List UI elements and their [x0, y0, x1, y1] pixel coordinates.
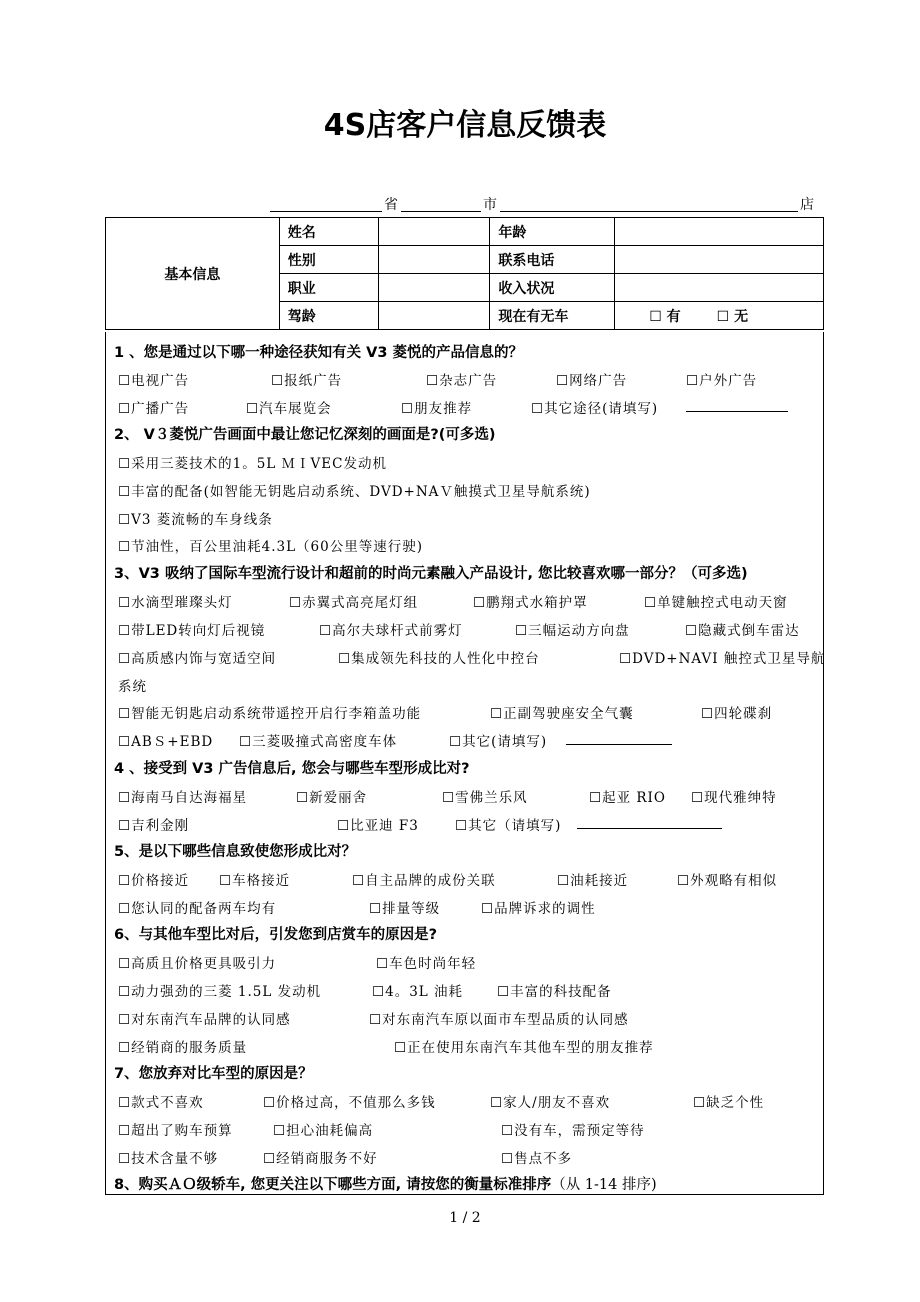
option[interactable]: ☐户外广告 [686, 373, 758, 389]
question-8-note: （从 1-14 排序) [551, 1177, 657, 1193]
option[interactable]: ☐经销商服务不好 [263, 1151, 378, 1167]
fill-in-blank[interactable] [686, 411, 788, 412]
age-field[interactable] [615, 218, 824, 246]
question-3-title: 3、V3 吸纳了国际车型流行设计和超前的时尚元素融入产品设计, 您比较喜欢哪一部分？（可多选) [114, 566, 748, 582]
option[interactable]: ☐起亚 RIO [589, 790, 666, 806]
option[interactable]: ☐报纸广告 [271, 373, 343, 389]
city-blank[interactable] [401, 211, 481, 212]
option-continuation: 系统 [118, 679, 147, 695]
option[interactable]: ☐其它(请填写) [449, 734, 548, 750]
question-2-title: 2、 V３菱悦广告画面中最让您记忆深刻的画面是?(可多选) [114, 427, 496, 443]
age-label: 年龄 [490, 218, 615, 246]
gender-field[interactable] [378, 246, 490, 274]
option[interactable]: ☐对东南汽车原以面市车型品质的认同感 [369, 1012, 629, 1028]
option[interactable]: ☐售点不多 [501, 1151, 573, 1167]
option[interactable]: ☐缺乏个性 [693, 1095, 765, 1111]
option[interactable]: ☐带LED转向灯后视镜 [118, 623, 266, 639]
option[interactable]: ☐担心油耗偏高 [273, 1123, 374, 1139]
option[interactable]: ☐DVD+NAVI 触控式卫星导航 [619, 651, 826, 667]
city-label: 市 [483, 197, 497, 213]
gender-label: 性别 [279, 246, 378, 274]
option[interactable]: ☐正在使用东南汽车其他车型的朋友推荐 [394, 1040, 654, 1056]
hascar-yes-checkbox[interactable]: ☐ 有 [649, 308, 681, 325]
option[interactable]: ☐车格接近 [219, 873, 291, 889]
option[interactable]: ☐单键触控式电动天窗 [644, 595, 788, 611]
option[interactable]: ☐智能无钥匙启动系统带遥控开启行李箱盖功能 [118, 706, 422, 722]
questions-section [105, 332, 824, 1195]
page-number: 1 / 2 [449, 1210, 481, 1226]
option[interactable]: ☐V3 菱流畅的车身线条 [118, 512, 273, 528]
question-7-title: 7、您放弃对比车型的原因是？ [114, 1066, 313, 1082]
option[interactable]: ☐雪佛兰乐风 [442, 790, 528, 806]
basic-info-label: 基本信息 [106, 218, 280, 330]
option[interactable]: ☐其它途径(请填写) [531, 401, 659, 417]
option[interactable]: ☐三幅运动方向盘 [515, 623, 630, 639]
option[interactable]: ☐车色时尚年轻 [376, 956, 477, 972]
job-field[interactable] [378, 274, 490, 302]
option[interactable]: ☐杂志广告 [426, 373, 498, 389]
question-4-title: 4 、接受到 V3 广告信息后, 您会与哪些车型形成比对? [114, 761, 470, 777]
option[interactable]: ☐排量等级 [369, 901, 441, 917]
option[interactable]: ☐海南马自达海福星 [118, 790, 248, 806]
store-label: 店 [800, 197, 814, 213]
option[interactable]: ☐电视广告 [118, 373, 190, 389]
hascar-no-checkbox[interactable]: ☐ 无 [716, 308, 749, 325]
option[interactable]: ☐吉利金刚 [118, 818, 190, 834]
option[interactable]: ☐隐藏式倒车雷达 [685, 623, 800, 639]
option[interactable]: ☐ABＳ+EBD [118, 734, 214, 750]
question-5-title: 5、是以下哪些信息致使您形成比对？ [114, 844, 357, 860]
fill-in-blank[interactable] [577, 828, 722, 829]
store-blank[interactable] [500, 211, 798, 212]
option[interactable]: ☐品牌诉求的调性 [481, 901, 596, 917]
name-field[interactable] [378, 218, 490, 246]
option[interactable]: ☐比亚迪 F3 [337, 818, 419, 834]
page-title: 4S店客户信息反馈表 [323, 108, 607, 143]
option[interactable]: ☐经销商的服务质量 [118, 1040, 248, 1056]
option[interactable]: ☐价格接近 [118, 873, 190, 889]
option[interactable]: ☐价格过高，不值那么多钱 [263, 1095, 436, 1111]
option[interactable]: ☐水滴型璀璨头灯 [118, 595, 233, 611]
option[interactable]: ☐现代雅绅特 [691, 790, 777, 806]
income-label: 收入状况 [490, 274, 615, 302]
option[interactable]: ☐高质且价格更具吸引力 [118, 956, 277, 972]
option[interactable]: ☐采用三菱技术的1。5L ＭＩVEC发动机 [118, 456, 387, 472]
option[interactable]: ☐技术含量不够 [118, 1151, 219, 1167]
phone-label: 联系电话 [490, 246, 615, 274]
province-label: 省 [384, 197, 398, 213]
option[interactable]: ☐丰富的配备(如智能无钥匙启动系统、DVD+NAＶ触摸式卫星导航系统) [118, 484, 591, 500]
fill-in-blank[interactable] [566, 744, 672, 745]
option[interactable]: ☐没有车，需预定等待 [501, 1123, 645, 1139]
hascar-label: 现在有无车 [490, 302, 615, 330]
option[interactable]: ☐家人/朋友不喜欢 [490, 1095, 611, 1111]
option[interactable]: ☐超出了购车预算 [118, 1123, 233, 1139]
question-6-title: 6、与其他车型比对后，引发您到店赏车的原因是? [114, 927, 437, 943]
option[interactable]: ☐丰富的科技配备 [497, 984, 612, 1000]
driving-field[interactable] [378, 302, 490, 330]
driving-label: 驾龄 [279, 302, 378, 330]
basic-info-table [105, 217, 824, 330]
option[interactable]: ☐集成领先科技的人性化中控台 [338, 651, 540, 667]
option[interactable]: ☐其它（请填写) [455, 818, 562, 834]
option[interactable]: ☐对东南汽车品牌的认同感 [118, 1012, 291, 1028]
option[interactable]: ☐广播广告 [118, 401, 190, 417]
option[interactable]: ☐朋友推荐 [401, 401, 473, 417]
name-label: 姓名 [279, 218, 378, 246]
province-blank[interactable] [270, 211, 382, 212]
option[interactable]: ☐您认同的配备两车均有 [118, 901, 277, 917]
option[interactable]: ☐三菱吸撞式高密度车体 [239, 734, 398, 750]
option[interactable]: ☐汽车展览会 [246, 401, 332, 417]
option[interactable]: ☐油耗接近 [557, 873, 629, 889]
income-field[interactable] [615, 274, 824, 302]
question-8-title: 8、购买ＡＯ级轿车, 您更关注以下哪些方面, 请按您的衡量标准排序 [114, 1177, 552, 1193]
option[interactable]: ☐新爱丽舍 [296, 790, 368, 806]
option[interactable]: ☐外观略有相似 [677, 873, 778, 889]
option[interactable]: ☐鹏翔式水箱护罩 [473, 595, 588, 611]
option[interactable]: ☐四轮碟刹 [701, 706, 773, 722]
option[interactable]: ☐节油性，百公里油耗4.3L（60公里等速行驶) [118, 539, 423, 555]
job-label: 职业 [279, 274, 378, 302]
option[interactable]: ☐动力强劲的三菱 1.5L 发动机 [118, 984, 322, 1000]
option[interactable]: ☐正副驾驶座安全气囊 [490, 706, 634, 722]
option[interactable]: ☐4。3L 油耗 [372, 984, 464, 1000]
question-1-title: 1 、您是通过以下哪一种途径获知有关 V3 菱悦的产品信息的？ [114, 345, 524, 361]
option[interactable]: ☐高尔夫球杆式前雾灯 [319, 623, 463, 639]
phone-field[interactable] [615, 246, 824, 274]
option[interactable]: ☐款式不喜欢 [118, 1095, 204, 1111]
option[interactable]: ☐赤翼式高亮尾灯组 [289, 595, 419, 611]
option[interactable]: ☐网络广告 [556, 373, 628, 389]
option[interactable]: ☐高质感内饰与宽适空间 [118, 651, 277, 667]
option[interactable]: ☐自主品牌的成份关联 [352, 873, 496, 889]
